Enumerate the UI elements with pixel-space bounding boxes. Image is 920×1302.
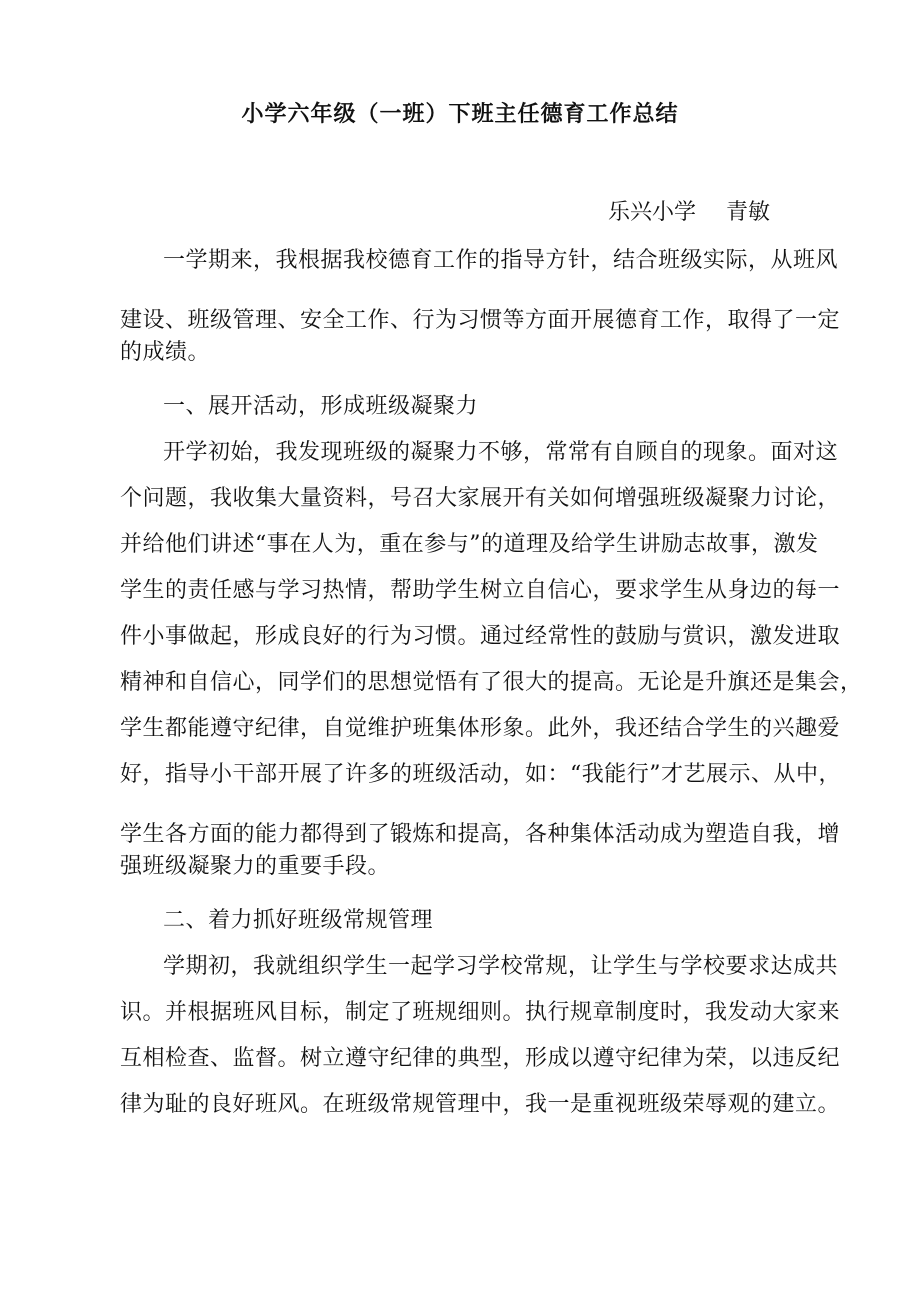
document-title: 小学六年级（一班）下班主任德育工作总结: [241, 102, 679, 127]
text-line-17: 律为耻的良好班风。在班级常规管理中，我一是重视班级荣辱观的建立。: [120, 1092, 841, 1117]
text-line-4: 开学初始，我发现班级的凝聚力不够，常常有自顾自的现象。面对这: [163, 440, 839, 465]
text-line-10: 学生都能遵守纪律，自觉维护班集体形象。此外，我还结合学生的兴趣爱: [120, 716, 841, 741]
author-line: [608, 198, 770, 228]
section-heading-2: 二、着力抓好班级常规管理: [163, 908, 434, 933]
text-line-11: 好，指导小干部开展了许多的班级活动，如：“我能行”才艺展示、从中，: [120, 762, 841, 787]
text-line-14: 学期初，我就组织学生一起学习学校常规，让学生与学校要求达成共: [163, 954, 839, 979]
text-line-2: 建设、班级管理、安全工作、行为习惯等方面开展德育工作，取得了一定: [120, 308, 841, 333]
text-line-16: 互相检查、监督。树立遵守纪律的典型，形成以遵守纪律为荣，以违反纪: [120, 1046, 841, 1071]
author-name: 青敏: [726, 200, 771, 225]
author-school: 乐兴小学: [608, 200, 697, 225]
text-line-6: 并给他们讲述“事在人为，重在参与”的道理及给学生讲励志故事，激发: [120, 532, 819, 557]
text-line-3: 的成绩。: [120, 340, 211, 365]
text-line-12: 学生各方面的能力都得到了锻炼和提高，各种集体活动成为塑造自我，增: [120, 822, 841, 847]
text-line-9: 精神和自信心，同学们的思想觉悟有了很大的提高。无论是升旗还是集会，: [120, 670, 863, 695]
text-line-13: 强班级凝聚力的重要手段。: [120, 854, 391, 879]
text-line-7: 学生的责任感与学习热情，帮助学生树立自信心，要求学生从身边的每一: [120, 578, 841, 603]
text-line-5: 个问题，我收集大量资料，号召大家展开有关如何增强班级凝聚力讨论，: [120, 486, 841, 511]
text-line-15: 识。并根据班风目标，制定了班规细则。执行规章制度时，我发动大家来: [120, 1000, 841, 1025]
text-line-1: 一学期来，我根据我校德育工作的指导方针，结合班级实际，从班风: [163, 248, 839, 273]
text-line-8: 件小事做起，形成良好的行为习惯。通过经常性的鼓励与赏识，激发进取: [120, 624, 841, 649]
section-heading-1: 一、展开活动，形成班级凝聚力: [163, 394, 479, 419]
